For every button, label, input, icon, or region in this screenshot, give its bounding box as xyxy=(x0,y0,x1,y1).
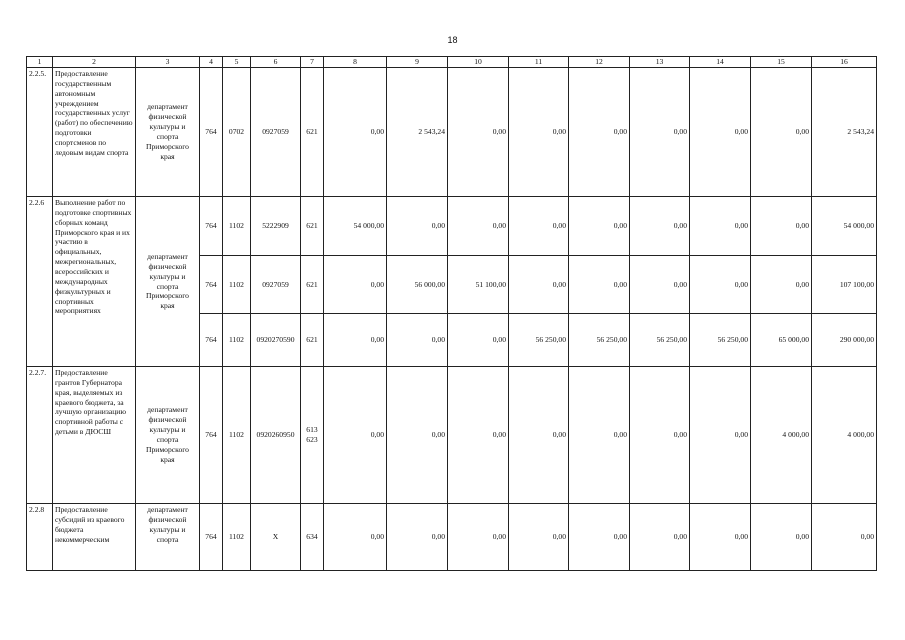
col-header: 5 xyxy=(223,57,251,68)
code-cell: 764 xyxy=(200,504,223,571)
code-cell: 1102 xyxy=(223,504,251,571)
code-cell: 1102 xyxy=(223,197,251,256)
item-number: 2.2.5. xyxy=(27,68,53,197)
col-header: 14 xyxy=(690,57,751,68)
value-cell: 56 250,00 xyxy=(569,314,630,367)
value-cell: 0,00 xyxy=(630,197,690,256)
value-cell: 0,00 xyxy=(569,367,630,504)
value-cell: 0,00 xyxy=(448,314,509,367)
col-header: 3 xyxy=(136,57,200,68)
value-cell: 0,00 xyxy=(812,504,877,571)
value-cell: 0,00 xyxy=(569,256,630,314)
item-number: 2.2.7. xyxy=(27,367,53,504)
col-header: 6 xyxy=(251,57,301,68)
value-cell: 0,00 xyxy=(509,197,569,256)
value-cell: 0,00 xyxy=(448,504,509,571)
value-cell: 107 100,00 xyxy=(812,256,877,314)
value-cell: 2 543,24 xyxy=(812,68,877,197)
code-cell: 764 xyxy=(200,68,223,197)
code-cell: 764 xyxy=(200,314,223,367)
col-header: 9 xyxy=(387,57,448,68)
code-cell: 0920270590 xyxy=(251,314,301,367)
value-cell: 0,00 xyxy=(690,256,751,314)
code-cell: 764 xyxy=(200,256,223,314)
value-cell: 4 000,00 xyxy=(751,367,812,504)
col-header: 1 xyxy=(27,57,53,68)
value-cell: 0,00 xyxy=(387,197,448,256)
value-cell: 0,00 xyxy=(690,504,751,571)
value-cell: 0,00 xyxy=(448,197,509,256)
col-header: 15 xyxy=(751,57,812,68)
col-header: 4 xyxy=(200,57,223,68)
value-cell: 0,00 xyxy=(690,367,751,504)
code-cell: 0920260950 xyxy=(251,367,301,504)
table-row xyxy=(27,68,877,197)
col-header: 11 xyxy=(509,57,569,68)
col-header: 16 xyxy=(812,57,877,68)
value-cell: 0,00 xyxy=(324,504,387,571)
value-cell: 0,00 xyxy=(690,197,751,256)
col-header: 10 xyxy=(448,57,509,68)
header-row xyxy=(27,57,877,68)
table-row xyxy=(27,197,877,256)
value-cell: 56 250,00 xyxy=(630,314,690,367)
value-cell: 0,00 xyxy=(751,68,812,197)
value-cell: 51 100,00 xyxy=(448,256,509,314)
value-cell: 0,00 xyxy=(751,197,812,256)
value-cell: 54 000,00 xyxy=(812,197,877,256)
code-cell: 1102 xyxy=(223,256,251,314)
value-cell: 2 543,24 xyxy=(387,68,448,197)
value-cell: 56 250,00 xyxy=(690,314,751,367)
code-cell: 0702 xyxy=(223,68,251,197)
value-cell: 0,00 xyxy=(509,367,569,504)
item-name: Предоставление государственным автономным учреждением государственных услуг (работ) по обеспечению подготовки спортсменов по ледовым видам спорта xyxy=(53,68,136,197)
code-cell: 621 xyxy=(301,256,324,314)
value-cell: 0,00 xyxy=(324,314,387,367)
item-number: 2.2.6 xyxy=(27,197,53,367)
col-header: 7 xyxy=(301,57,324,68)
value-cell: 0,00 xyxy=(569,197,630,256)
department: департамент физической культуры и спорта Приморского края xyxy=(136,68,200,197)
department: департамент физической культуры и спорта xyxy=(136,504,200,571)
value-cell: 0,00 xyxy=(751,504,812,571)
col-header: 12 xyxy=(569,57,630,68)
value-cell: 56 000,00 xyxy=(387,256,448,314)
value-cell: 0,00 xyxy=(387,314,448,367)
value-cell: 0,00 xyxy=(509,504,569,571)
value-cell: 0,00 xyxy=(569,68,630,197)
value-cell: 0,00 xyxy=(387,504,448,571)
item-name: Предоставление субсидий из краевого бюджета некоммерческим xyxy=(53,504,136,571)
col-header: 13 xyxy=(630,57,690,68)
value-cell: 0,00 xyxy=(630,256,690,314)
code-cell: 1102 xyxy=(223,314,251,367)
value-cell: 0,00 xyxy=(509,68,569,197)
value-cell: 0,00 xyxy=(690,68,751,197)
value-cell: 54 000,00 xyxy=(324,197,387,256)
code-cell: 621 xyxy=(301,68,324,197)
value-cell: 0,00 xyxy=(448,367,509,504)
value-cell: 0,00 xyxy=(387,367,448,504)
code-cell: 764 xyxy=(200,197,223,256)
table-row xyxy=(27,504,877,571)
code-cell: 634 xyxy=(301,504,324,571)
value-cell: 0,00 xyxy=(630,68,690,197)
code-cell: 621 xyxy=(301,197,324,256)
value-cell: 290 000,00 xyxy=(812,314,877,367)
item-name: Предоставление грантов Губернатора края, выделяемых из краевого бюджета, за лучшую организацию спортивной работы с детьми в ДЮСШ xyxy=(53,367,136,504)
value-cell: 0,00 xyxy=(569,504,630,571)
department: департамент физической культуры и спорта Приморского края xyxy=(136,367,200,504)
col-header: 2 xyxy=(53,57,136,68)
value-cell: 4 000,00 xyxy=(812,367,877,504)
code-cell: 0927059 xyxy=(251,68,301,197)
page-number: 18 xyxy=(447,35,458,45)
value-cell: 0,00 xyxy=(509,256,569,314)
col-header: 8 xyxy=(324,57,387,68)
value-cell: 65 000,00 xyxy=(751,314,812,367)
code-cell: 764 xyxy=(200,367,223,504)
code-cell: 613 623 xyxy=(301,367,324,504)
code-cell: Х xyxy=(251,504,301,571)
value-cell: 0,00 xyxy=(324,367,387,504)
value-cell: 0,00 xyxy=(751,256,812,314)
value-cell: 0,00 xyxy=(448,68,509,197)
code-cell: 5222909 xyxy=(251,197,301,256)
budget-table xyxy=(26,56,877,571)
value-cell: 0,00 xyxy=(630,504,690,571)
code-cell: 0927059 xyxy=(251,256,301,314)
code-cell: 621 xyxy=(301,314,324,367)
item-name: Выполнение работ по подготовке спортивных сборных команд Приморского края и их участию в официальных, межрегиональных, всероссийских и международных физкультурных и спортивных мероприятиях xyxy=(53,197,136,367)
value-cell: 0,00 xyxy=(324,256,387,314)
item-number: 2.2.8 xyxy=(27,504,53,571)
value-cell: 56 250,00 xyxy=(509,314,569,367)
code-cell: 1102 xyxy=(223,367,251,504)
value-cell: 0,00 xyxy=(630,367,690,504)
department: департамент физической культуры и спорта Приморского края xyxy=(136,197,200,367)
value-cell: 0,00 xyxy=(324,68,387,197)
table-row xyxy=(27,367,877,504)
